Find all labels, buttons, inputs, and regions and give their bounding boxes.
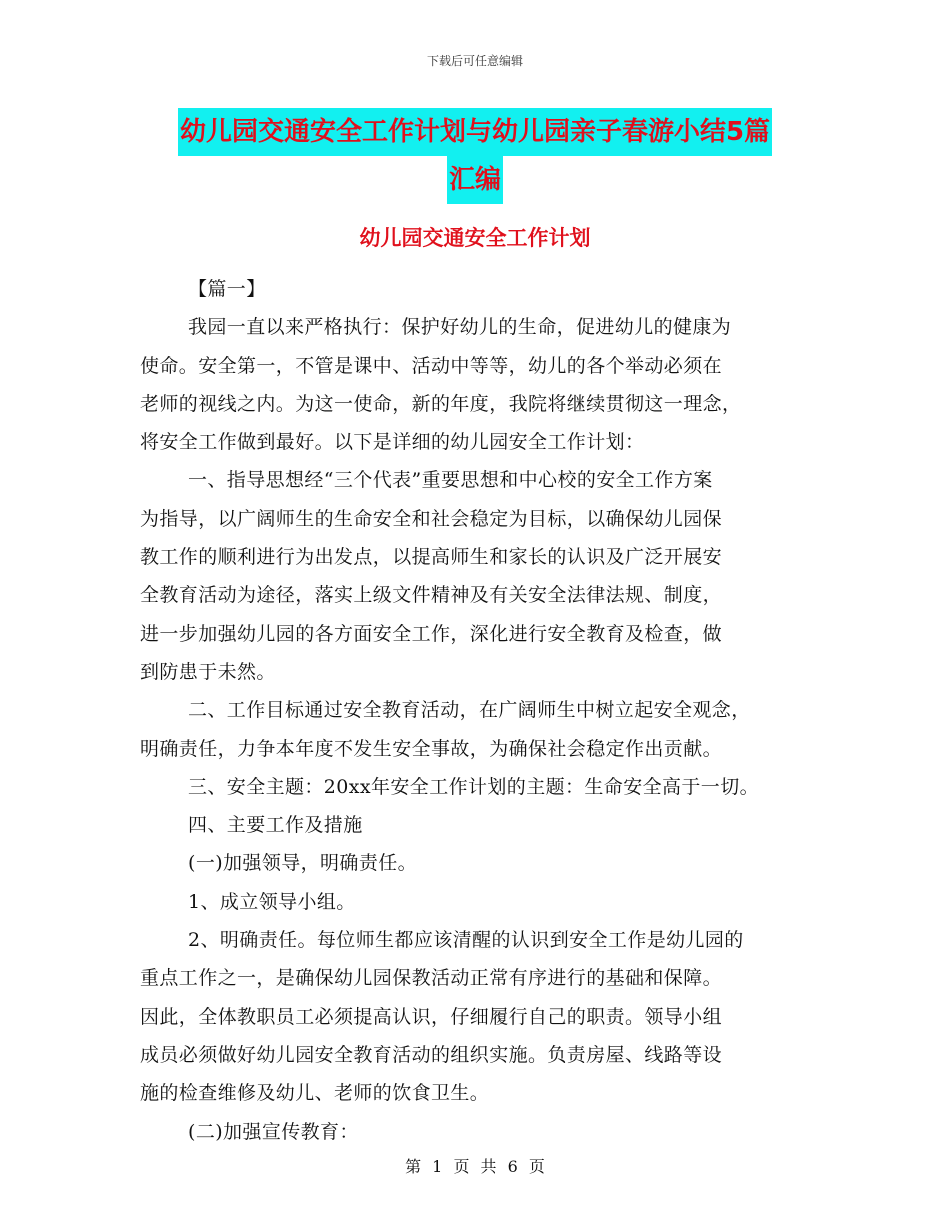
body-line: 明确责任，力争本年度不发生安全事故，为确保社会稳定作出贡献。 [140, 737, 723, 760]
body-line: 重点工作之一，是确保幼儿园保教活动正常有序进行的基础和保障。 [140, 967, 723, 990]
body-line: (二)加强宣传教育： [188, 1120, 359, 1143]
body-line: 【篇一】 [188, 278, 266, 300]
body-line: 教工作的顺利进行为出发点，以提高师生和家长的认识及广泛开展安 [140, 546, 723, 569]
page-footer: 第 1 页 共 6 页 [405, 1157, 545, 1176]
title-line-1: 幼儿园交通安全工作计划与幼儿园亲子春游小结5篇 [178, 108, 772, 156]
page-header: 下载后可任意编辑 [426, 54, 523, 68]
body-line: 我园一直以来严格执行：保护好幼儿的生命，促进幼儿的健康为 [188, 316, 732, 339]
body-line: 三、安全主题：20xx年安全工作计划的主题：生命安全高于一切。 [188, 775, 760, 798]
body-line: 因此，全体教职员工必须提高认识，仔细履行自己的职责。领导小组 [140, 1005, 723, 1028]
body-line: 1、成立领导小组。 [188, 890, 356, 913]
body-line: 老师的视线之内。为这一使命，新的年度，我院将继续贯彻这一理念， [140, 392, 742, 415]
body-line: 施的检查维修及幼儿、老师的饮食卫生。 [140, 1082, 490, 1105]
document-body [140, 270, 820, 1151]
body-line: 二、工作目标通过安全教育活动，在广阔师生中树立起安全观念， [188, 699, 751, 722]
body-line: 为指导，以广阔师生的生命安全和社会稳定为目标，以确保幼儿园保 [140, 507, 723, 530]
body-line: 2、明确责任。每位师生都应该清醒的认识到安全工作是幼儿园的 [188, 929, 744, 952]
body-line: 将安全工作做到最好。以下是详细的幼儿园安全工作计划： [140, 431, 645, 454]
body-line: 成员必须做好幼儿园安全教育活动的组织实施。负责房屋、线路等设 [140, 1043, 723, 1066]
body-line: 一、指导思想经“三个代表”重要思想和中心校的安全工作方案 [188, 469, 713, 492]
body-line: (一)加强领导，明确责任。 [188, 852, 418, 875]
body-line: 全教育活动为途径，落实上级文件精神及有关安全法律法规、制度， [140, 584, 723, 607]
title-line-2: 汇编 [447, 156, 503, 204]
body-line: 使命。安全第一，不管是课中、活动中等等，幼儿的各个举动必须在 [140, 354, 723, 377]
body-line: 到防患于未然。 [140, 660, 276, 683]
section-title: 幼儿园交通安全工作计划 [359, 226, 591, 250]
body-line: 进一步加强幼儿园的各方面安全工作，深化进行安全教育及检查，做 [140, 622, 723, 645]
document-title [0, 108, 950, 204]
body-line: 四、主要工作及措施 [188, 814, 363, 837]
